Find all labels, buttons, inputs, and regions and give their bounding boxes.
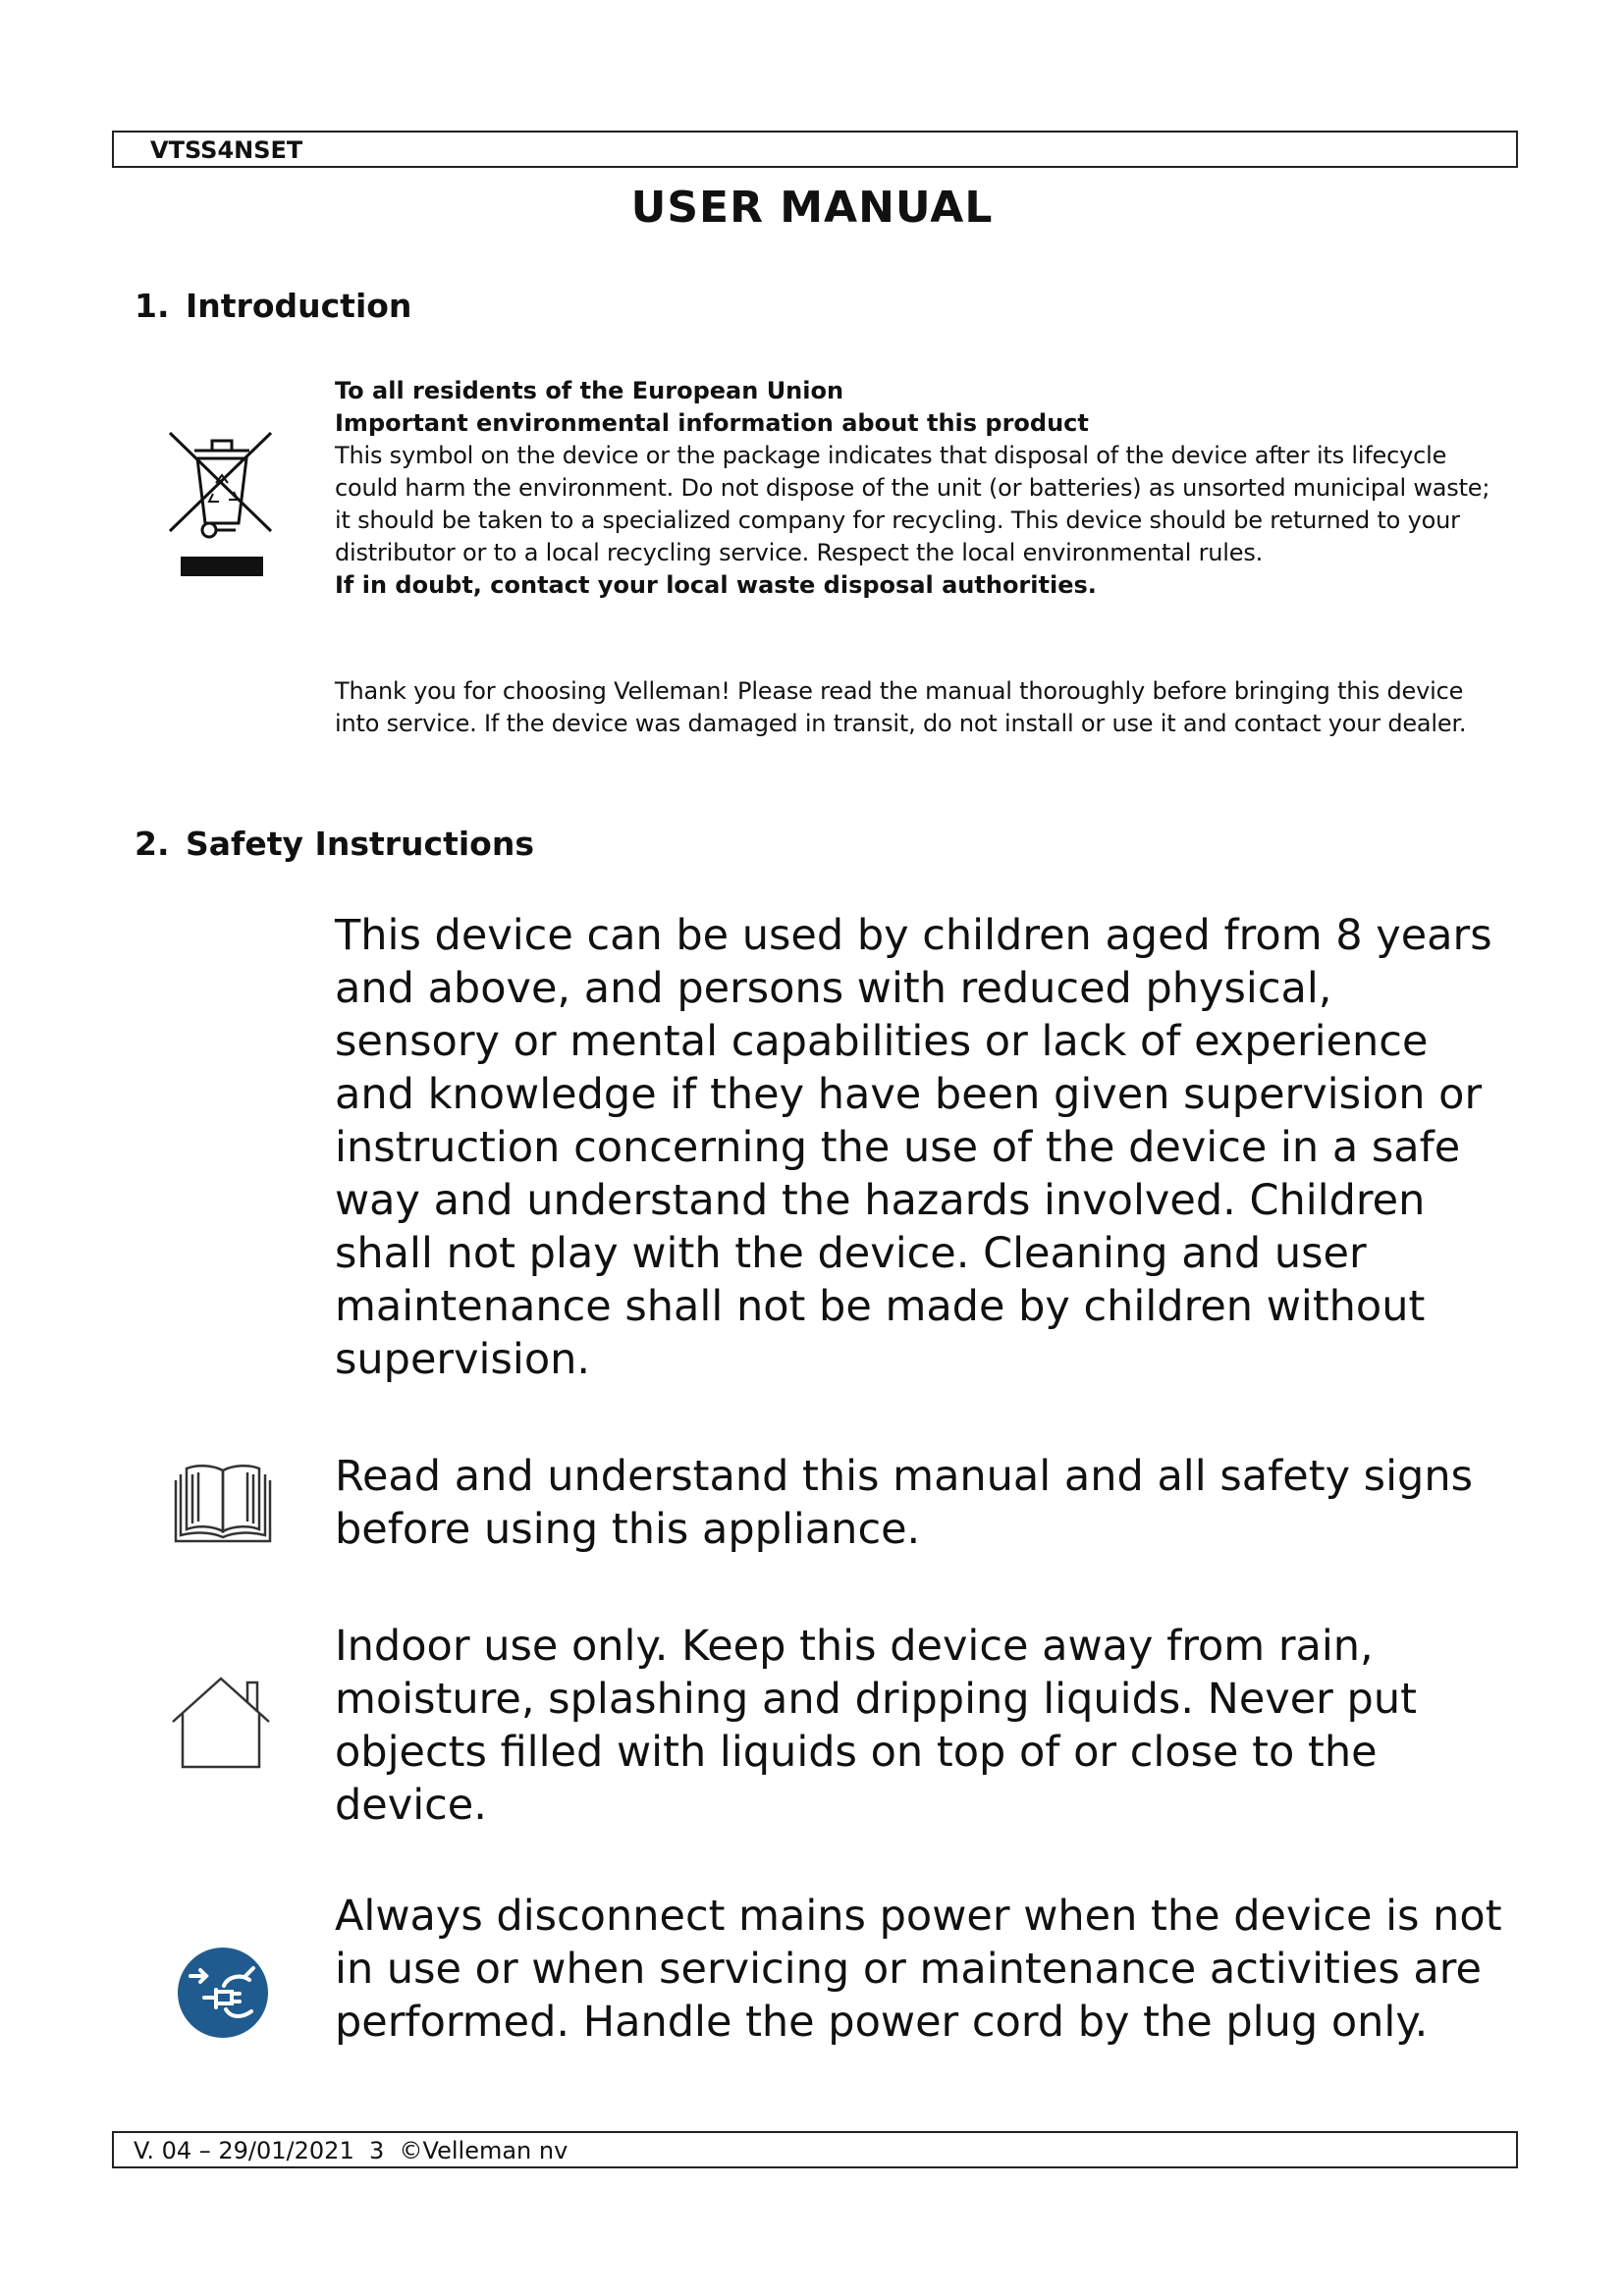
- footer-version: V. 04 – 29/01/2021: [134, 2137, 354, 2164]
- read-manual-paragraph: [335, 1450, 1503, 1556]
- footer-page-number: 3: [368, 2137, 385, 2164]
- eu-doubt-line: If in doubt, contact your local waste disposal authorities.: [335, 571, 1097, 599]
- section-heading-introduction: [135, 287, 411, 325]
- house-icon: [169, 1675, 273, 1769]
- footer-copyright: ©Velleman nv: [399, 2137, 568, 2164]
- disconnect-power-text: Always disconnect mains power when the device is not in use or when servicing or maintenance activities are performed. Handle the power cord by the plug only.: [335, 1892, 1502, 2047]
- eu-disposal-body: This symbol on the device or the package indicates that disposal of the device after its lifecycle could harm the environment. Do not dispose of the unit (or batteries) as unsorted municipal waste; it should be taken to a specialized company for recycling. This device should be returned to your distributor or to a local recycling service. Respect the local environmental rules.: [335, 442, 1490, 566]
- section-title: Introduction: [186, 287, 412, 325]
- header-bar: [112, 131, 1518, 168]
- section-heading-safety: [135, 825, 534, 863]
- section-number: 1.: [135, 287, 170, 325]
- footer-bar: [112, 2131, 1518, 2168]
- section-title: Safety Instructions: [186, 825, 534, 863]
- children-safety-paragraph: [335, 909, 1503, 1386]
- indoor-use-paragraph: [335, 1620, 1503, 1832]
- disconnect-power-paragraph: [335, 1890, 1503, 2049]
- model-number: VTSS4NSET: [150, 136, 303, 164]
- children-safety-text: This device can be used by children aged from 8 years and above, and persons with reduced physical, sensory or mental capabilities or lack of experience and knowledge if they have been given supervision or instruction concerning the use of the device in a safe way and understand the hazards involved. Children shall not play with the device. Cleaning and user maintenance shall not be made by children without supervision.: [335, 911, 1492, 1384]
- page-title: USER MANUAL: [630, 183, 994, 233]
- eu-environment-line: Important environmental information about this product: [335, 409, 1089, 437]
- disconnect-plug-icon: [177, 1947, 269, 2039]
- thank-you-paragraph: Thank you for choosing Velleman! Please read the manual thoroughly before bringing this device into service. If the device was damaged in transit, do not install or use it and contact your dealer.: [335, 677, 1467, 737]
- indoor-use-text: Indoor use only. Keep this device away from rain, moisture, splashing and dripping liquids. Never put objects filled with liquids on top of or close to the device.: [335, 1622, 1417, 1830]
- open-book-icon: [173, 1461, 273, 1543]
- section-number: 2.: [135, 825, 170, 863]
- read-manual-text: Read and understand this manual and all safety signs before using this appliance.: [335, 1452, 1473, 1554]
- crossed-out-wheelie-bin-icon: [165, 429, 279, 581]
- eu-residents-line: To all residents of the European Union: [335, 377, 844, 404]
- footer-line: [134, 2137, 568, 2164]
- eu-disposal-notice: [335, 375, 1493, 602]
